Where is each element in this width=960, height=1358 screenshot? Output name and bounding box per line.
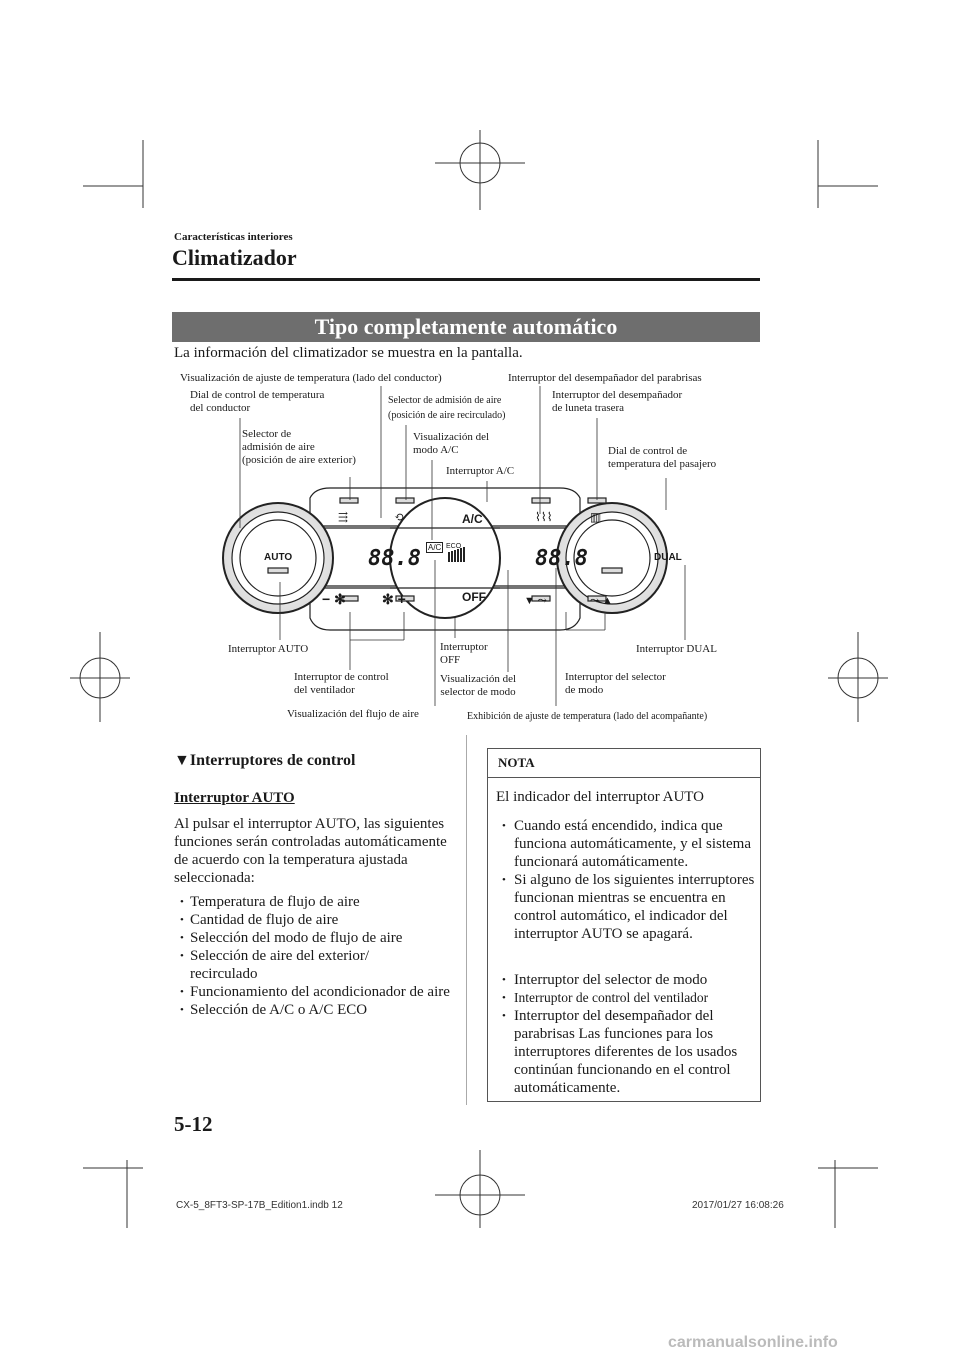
temp-display-right: 88.8 xyxy=(535,546,588,571)
note-intro: El indicador del interruptor AUTO xyxy=(496,789,705,805)
controls-heading: ▼Interruptores de control xyxy=(174,752,356,769)
list-item: • Selección del modo de flujo de aire xyxy=(180,929,460,947)
recirc-icon[interactable]: ⟲ xyxy=(394,510,405,524)
dual-button[interactable]: DUAL xyxy=(654,552,682,563)
list-item: • Selección de A/C o A/C ECO xyxy=(180,1001,460,1019)
mode-up-icon[interactable]: ⤳ ▲ xyxy=(590,595,613,607)
section-banner: Tipo completamente automático xyxy=(172,312,760,342)
label-auto-switch: Interruptor AUTO xyxy=(228,643,309,655)
list-item: • Interruptor del selector de modo xyxy=(500,971,755,989)
label-ac-switch: Interruptor A/C xyxy=(446,465,515,477)
auto-function-list xyxy=(180,893,460,1019)
list-item: • Interruptor de control del ventilador xyxy=(500,989,755,1007)
list-item: • Interruptor del desempañador del parabrisas Las funciones para los interruptores diferentes de los usados continúan funcionando en el control automáticamente. xyxy=(500,1007,755,1097)
footer-timestamp: 2017/01/27 16:08:26 xyxy=(692,1200,784,1211)
fan-minus-icon[interactable]: − ✻ xyxy=(322,591,346,607)
mode-down-icon[interactable]: ▼ ⤳ xyxy=(524,595,547,607)
label-defroster-windshield: Interruptor del desempañador del parabrisas xyxy=(508,372,702,384)
label-dial-driver: Dial de control de temperatura del conductor xyxy=(190,389,325,414)
label-temp-display-driver: Visualización de ajuste de temperatura (lado del conductor) xyxy=(180,372,442,384)
list-item: • Si alguno de los siguientes interruptores funcionan mientras se encuentra en control automático, el indicador del interruptor AUTO se apagará. xyxy=(500,871,755,943)
footer-file: CX-5_8FT3-SP-17B_Edition1.indb 12 xyxy=(176,1200,343,1211)
windshield-defrost-icon[interactable]: ⌇⌇⌇ xyxy=(535,510,553,524)
label-airflow-display: Visualización del flujo de aire xyxy=(287,708,419,720)
label-rear-defroster: Interruptor del desempañador de luneta trasera xyxy=(552,389,683,414)
controls-heading-text: Interruptores de control xyxy=(189,752,356,769)
list-item: • Temperatura de flujo de aire xyxy=(180,893,460,911)
label-intake-outside: Selector de admisión de aire (posición de aire exterior) xyxy=(242,428,356,466)
ac-indicator: A/C xyxy=(428,543,442,552)
watermark: carmanualsonline.info xyxy=(668,1334,838,1351)
rear-defrost-icon[interactable]: ▥ xyxy=(590,510,602,524)
page-number: 5-12 xyxy=(174,1112,213,1136)
fan-plus-icon[interactable]: ✻ + xyxy=(382,591,406,607)
outside-air-icon[interactable]: ⇶ xyxy=(338,510,349,524)
auto-description: Al pulsar el interruptor AUTO, las siguientes funciones serán controladas automáticamente de acuerdo con la temperatura ajustada seleccionada: xyxy=(174,816,447,886)
auto-heading: Interruptor AUTO xyxy=(174,790,295,806)
off-button[interactable]: OFF xyxy=(462,590,486,604)
label-off-switch: Interruptor OFF xyxy=(440,641,488,666)
note-header xyxy=(488,749,760,778)
section-label: Características interiores xyxy=(174,231,293,243)
label-dual-switch: Interruptor DUAL xyxy=(636,643,717,655)
note-points xyxy=(500,817,755,943)
label-intake-recirc: Selector de admisión de aire (posición de aire recirculado) xyxy=(388,395,506,421)
label-mode-selector: Interruptor del selector de modo xyxy=(565,671,666,696)
note-box xyxy=(487,748,761,1102)
ac-button[interactable]: A/C xyxy=(462,512,483,526)
label-fan-control: Interruptor de control del ventilador xyxy=(294,671,389,696)
list-item: • Funcionamiento del acondicionador de aire xyxy=(180,983,460,1001)
intro-text: La información del climatizador se muestra en la pantalla. xyxy=(174,345,523,361)
list-item: • Selección de aire del exterior/ recirculado xyxy=(180,947,420,983)
list-item: • Cantidad de flujo de aire xyxy=(180,911,460,929)
label-mode-display: Visualización del selector de modo xyxy=(440,673,517,698)
label-temp-display-passenger: Exhibición de ajuste de temperatura (lado del acompañante) xyxy=(467,711,708,722)
temp-display-left: 88.8 xyxy=(368,546,421,571)
eco-indicator: ECO xyxy=(446,543,462,550)
label-dial-passenger: Dial de control de temperatura del pasajero xyxy=(608,445,717,470)
label-ac-mode-display: Visualización del modo A/C xyxy=(413,431,490,456)
page-title: Climatizador xyxy=(172,245,297,270)
list-item: • Cuando está encendido, indica que funciona automáticamente, y el sistema funcionará automáticamente. xyxy=(500,817,755,871)
column-divider xyxy=(466,735,467,1105)
auto-button[interactable]: AUTO xyxy=(264,552,293,563)
note-sub-points xyxy=(500,971,755,1097)
note-title: NOTA xyxy=(498,755,535,770)
